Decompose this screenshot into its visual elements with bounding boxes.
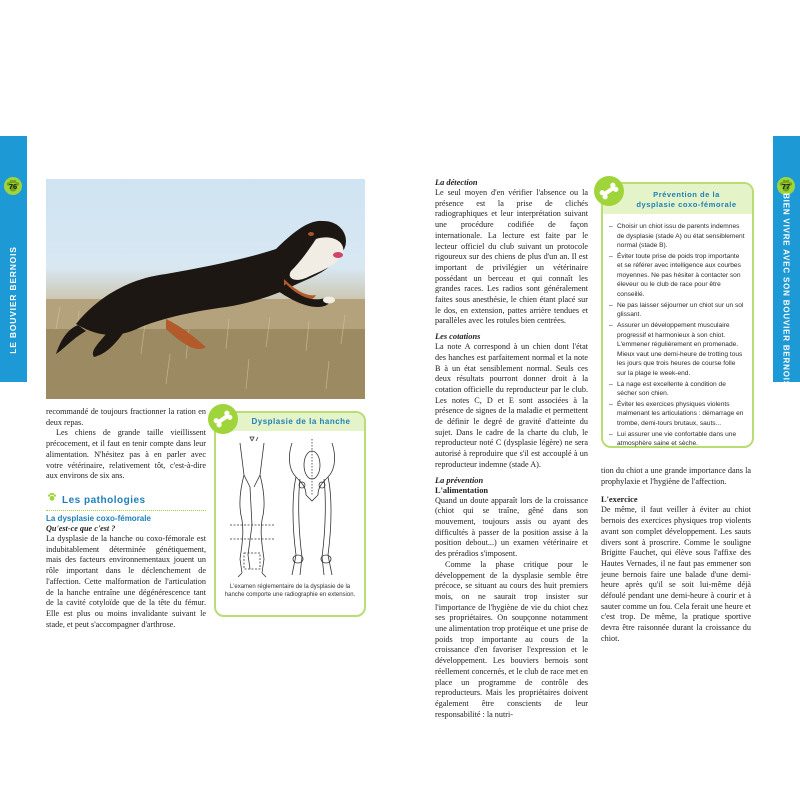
prevention-box-title [625,190,748,209]
right-side-title: BIEN VIVRE AVEC SON BOUVIER BERNOIS [781,193,791,387]
cotations-text: La note A correspond à un chien dont l'état des hanches est parfaitement normal et la note B à un état sensiblement normal. Seuls ces deux résultats pourront donner droit à la cotation officielle du reproducteur par le club. Les notes C, D et E sont associées à la présence de signes de la maladie et permettent de définir le degré de gravité d'atteinte du sujet. Dans le cadre de la charte du club, le reproducteur noté C (dysplasie légère) ne sera autorisé à reproduire que s'il est accouplé à un reproducteur indemne (stade A). [435,342,588,469]
prevention-item: – La nage est excellente à condition de sécher son chien. [609,380,746,399]
left-intro-paragraph: recommandé de toujours fractionner la ration en deux repas. [46,407,206,427]
prevention-title-line: dysplasie coxo-fémorale [636,199,737,209]
left-intro-paragraph: Les chiens de grande taille vieillissent précocement, et il faut en tenir compte dans leur alimentation. N'hésitez pas à en parler avec votre vétérinaire, relativement tôt, c'est-à-dire aux environs de six ans. [46,428,206,481]
question-heading: Qu'est-ce que c'est ? [46,524,116,533]
hip-dysplasia-box [214,411,366,617]
right-column-2 [601,466,751,645]
hip-box-caption: L'examen réglementaire de la dysplasie de la hanche comporte une radiographie en extension. [224,584,356,598]
hip-box-title: Dysplasie de la hanche [251,417,351,426]
cotations-heading: Les cotations [435,332,481,342]
left-intro [46,407,206,482]
prevention-item: – Lui assurer une vie confortable dans une atmosphère saine et sèche. [609,430,746,449]
pathologies-heading [46,490,206,511]
hip-xray-illustration [222,435,356,581]
prevention-item: – Choisir un chiot issu de parents indemnes de dysplasie (stade A) ou état sensiblement normal (stade B). [609,222,746,251]
dog-photo [46,179,365,399]
left-side-title: LE BOUVIER BERNOIS [8,246,18,354]
right-column-1 [435,178,588,720]
prevention-list [609,222,746,450]
continuation-text: tion du chiot a une grande importance dans la prophylaxie et l'hygiène de l'affection. [601,466,751,486]
left-page-number: 76 [8,182,18,191]
alimentation-paragraph: Comme la phase critique pour le développement de la dysplasie semble être précoce, se situant au cours des huit premiers mois, on ne saurait trop insister sur l'importance de l'hygiène de vie du chiot chez ses propriétaires. On soupçonne notamment une alimentation trop protéique et une prise de poids trop importante au cours de la croissance d'en favoriser l'expression et le développement. Les bouviers bernois sont réellement concernés, et le club de race met en place un programme de contrôle des reproducteurs. Mais les propriétaires doivent également être conscients de leur responsabilité : la nutri- [435,559,588,719]
prevention-title-line: Prévention de la [653,190,720,199]
alimentation-paragraph: Quand un doute apparaît lors de la croissance (chiot qui se traîne, gêné dans son mouvement, toujours assis ou ayant des difficultés à passer de la position assise à la position debout...) un examen vétérinaire et des préradios s'imposent. [435,495,588,559]
prevention-item: – Éviter les exercices physiques violents malmenant les articulations : démarrage en trombe, demi-tours brutaux, sauts... [609,400,746,429]
exercise-heading: L'exercice [601,495,638,505]
prevention-item: – Assurer un développement musculaire progressif et harmonieux à son chiot. L'emmener régulièrement en promenade. Mieux vaut une demi-heure de trotting tous les jours que trois heures de course folle sur la plage le week-end. [609,321,746,378]
prevention-box [601,182,754,448]
paw-heading-icon [46,490,58,508]
section-dotted-rule [46,510,206,511]
detection-text: Le seul moyen d'en vérifier l'absence ou la présence est la prise de clichés radiographiques et leur interprétation suivant une procédure codifiée de façon internationale. La lecture est faite par le lecteur officiel du club suivant un protocole rigoureux sur des chiens de plus d'un an. Il est important de privilégier un vétérinaire possédant un berceau et qui connaît les grandes races. Les radios sont généralement faites sous anesthésie, le chien étant placé sur le dos, en extension, pattes arrière tendues et parallèles avec les rotules bien centrées. [435,188,588,326]
exercise-text: De même, il faut veiller à éviter au chiot bernois des exercices physiques trop violents avant son complet développement. Les sauts divers sont à proscrire. Comme le souligne Brigitte Fauchet, qui élève sous l'affixe des Hautes Vernades, il ne faut pas emmener son jeune bernois faire une balade d'une demi-heure après qu'il se soit lui-même déjà défoulé pendant une demi-heure à courir et à sauter comme un fou. Cela ferait une heure et c'est trop. De même, la pratique sportive devra être raisonnée durant la croissance du chiot. [601,505,751,643]
section-subtitle: La dysplasie coxo-fémorale [46,514,151,523]
alimentation-heading: L'alimentation [435,485,489,495]
right-page-number: 77 [781,182,791,191]
prevention-item: – Éviter toute prise de poids trop importante et se référer avec intelligence aux courbes moyennes. Ne pas hésiter à contacter son éleveur ou le club de race pour être conseillé. [609,252,746,300]
hip-box-bone-icon [208,404,238,434]
prevention-item: – Ne pas laisser séjourner un chiot sur un sol glissant. [609,301,746,320]
prevention-heading: La prévention [435,475,484,485]
question-text: La dysplasie de la hanche ou coxo-fémorale est indubitablement déterminée génétiquement, mais des facteurs environnementaux jouent un rôle important dans le déclenchement de l'affection. Cette malformation de l'articulation de la hanche entraîne une dégénérescence tant de la cavité cotyloïde que de la tête du fémur. Elle est plus ou moins invalidante suivant le stade, et peut s'accompagner d'arthrose. [46,534,206,629]
detection-heading: La détection [435,178,478,187]
section-title: Les pathologies [62,495,146,506]
prevention-box-bone-icon [594,176,624,206]
